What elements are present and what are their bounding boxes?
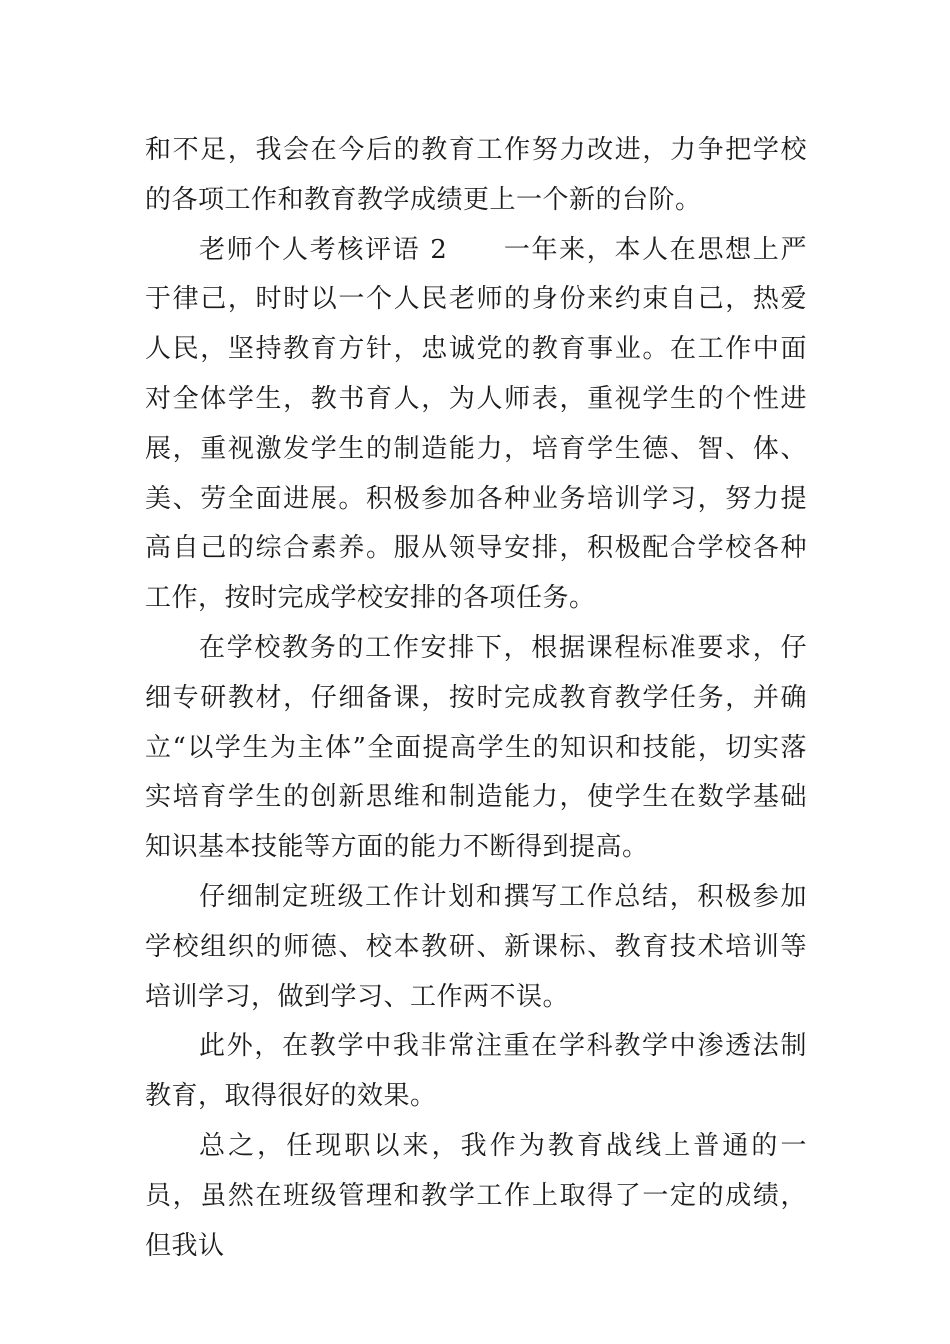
heading-gap [447,235,504,265]
paragraph-text: 仔细制定班级工作计划和撰写工作总结，积极参加学校组织的师德、校本教研、新课标、教育技术培训等培训学习，做到学习、工作两不误。 [145,881,807,1012]
paragraph-text: 在学校教务的工作安排下，根据课程标准要求，仔细专研教材，仔细备课，按时完成教育教学任务，并确立“以学生为主体”全面提高学生的知识和技能，切实落实培育学生的创新思维和制造能力，使学生在数学基础知识基本技能等方面的能力不断得到提高。 [145,632,807,863]
paragraph-text: 一年来，本人在思想上严于律己，时时以一个人民老师的身份来约束自己，热爱人民，坚持教育方针，忠诚党的教育事业。在工作中面对全体学生，教书育人，为人师表，重视学生的个性进展，重视激发学生的制造能力，培育学生德、智、体、美、劳全面进展。积极参加各种业务培训学习，努力提高自己的综合素养。服从领导安排，积极配合学校各种工作，按时完成学校安排的各项任务。 [145,234,807,614]
paragraph-text: 总之，任现职以来，我作为教育战线上普通的一员，虽然在班级管理和教学工作上取得了一定的成绩，但我认 [145,1130,807,1261]
paragraph-5 [145,1022,807,1122]
paragraph-4 [145,873,807,1022]
paragraph-2 [145,226,807,624]
paragraph-1 [145,126,807,226]
document-body [145,126,807,1271]
paragraph-3 [145,624,807,873]
paragraph-text: 此外，在教学中我非常注重在学科教学中渗透法制教育，取得很好的效果。 [145,1031,807,1112]
section-heading: 老师个人考核评语 2 [199,234,448,265]
paragraph-6 [145,1122,807,1271]
paragraph-text: 和不足，我会在今后的教育工作努力改进，力争把学校的各项工作和教育教学成绩更上一个新的台阶。 [145,135,807,215]
